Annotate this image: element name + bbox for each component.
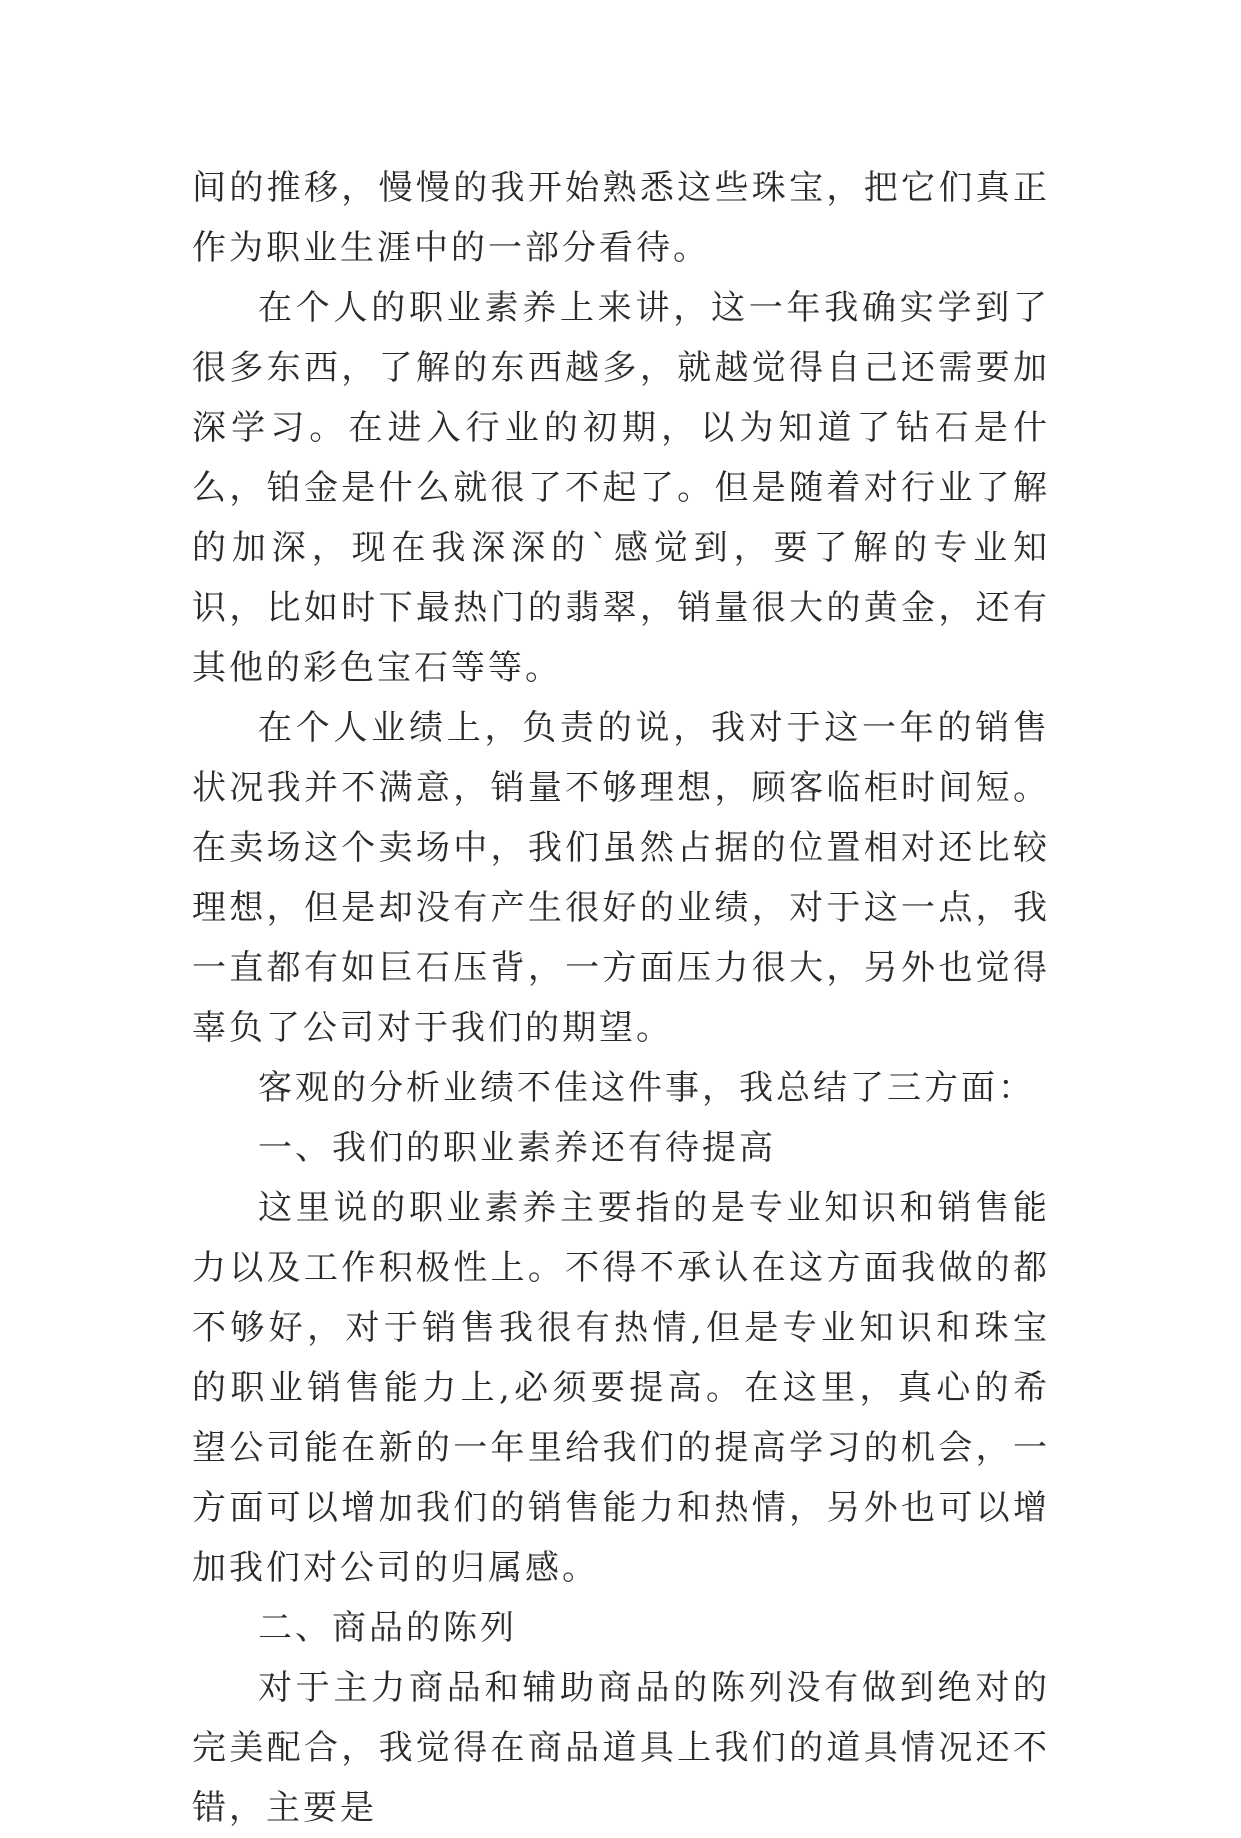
paragraph-5: 这里说的职业素养主要指的是专业知识和销售能力以及工作积极性上。不得不承认在这方面我做的都不够好，对于销售我很有热情,但是专业知识和珠宝的职业销售能力上,必须要提高。在这里，真心的希望公司能在新的一年里给我们的提高学习的机会，一方面可以增加我们的销售能力和热情，另外也可以增加我们对公司的归属感。 (192, 1188, 1050, 1588)
document-body (192, 158, 1050, 1838)
paragraph-3: 在个人业绩上，负责的说，我对于这一年的销售状况我并不满意，销量不够理想，顾客临柜时间短。在卖场这个卖场中，我们虽然占据的位置相对还比较理想，但是却没有产生很好的业绩，对于这一点，我一直都有如巨石压背，一方面压力很大，另外也觉得辜负了公司对于我们的期望。 (192, 708, 1050, 1048)
heading-2: 二、商品的陈列 (258, 1608, 517, 1648)
paragraph-2: 在个人的职业素养上来讲，这一年我确实学到了很多东西，了解的东西越多，就越觉得自己还需要加深学习。在进入行业的初期，以为知道了钻石是什么，铂金是什么就很了不起了。但是随着对行业了解的加深，现在我深深的`感觉到，要了解的专业知识，比如时下最热门的翡翠，销量很大的黄金，还有其他的彩色宝石等等。 (192, 288, 1050, 688)
heading-1: 一、我们的职业素养还有待提高 (258, 1128, 776, 1168)
paragraph-4: 客观的分析业绩不佳这件事，我总结了三方面： (258, 1068, 1035, 1108)
paragraph-6: 对于主力商品和辅助商品的陈列没有做到绝对的完美配合，我觉得在商品道具上我们的道具情况还不错，主要是 (192, 1668, 1050, 1828)
paragraph-1: 间的推移，慢慢的我开始熟悉这些珠宝，把它们真正作为职业生涯中的一部分看待。 (192, 168, 1050, 268)
